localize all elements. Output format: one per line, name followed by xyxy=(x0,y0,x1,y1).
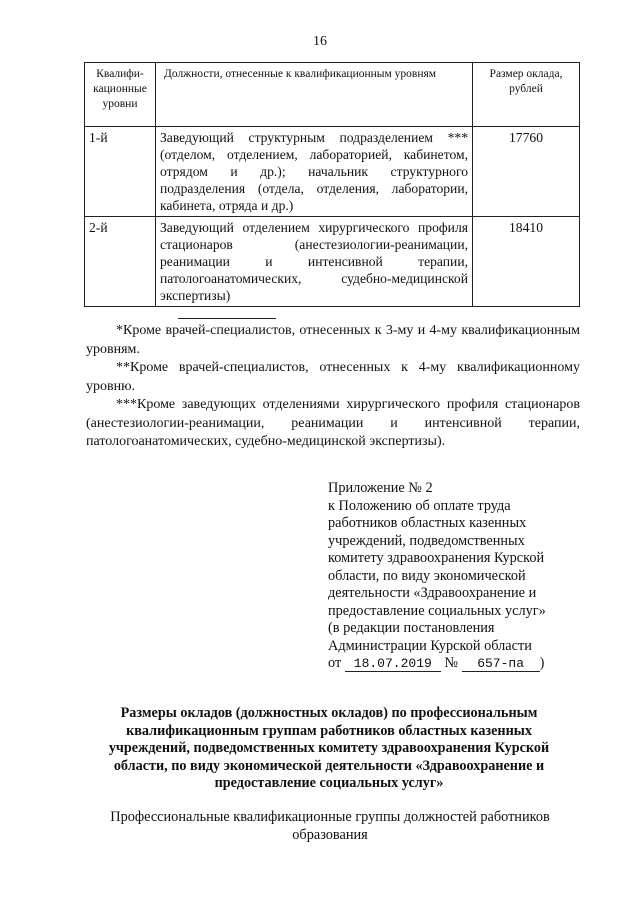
decree-date: 18.07.2019 xyxy=(345,656,441,672)
row-salary: 18410 xyxy=(473,217,580,307)
appendix-line: работников областных казенных xyxy=(328,515,527,531)
table-header-row xyxy=(85,63,580,127)
closing-paren: ) xyxy=(539,655,545,671)
section-subtitle: Профессиональные квалификационные группы должностей работников образования xyxy=(110,809,550,843)
row-level: 1-й xyxy=(85,127,156,217)
table-row xyxy=(85,127,580,217)
appendix-line: учреждений, подведомственных xyxy=(328,532,525,549)
appendix-line: деятельности «Здравоохранение и xyxy=(328,585,537,601)
salary-table xyxy=(84,62,580,307)
document-title: Размеры окладов (должностных окладов) по профессиональным квалификационным группам работников областных казенных учреждений, подведомственных комитету здравоохранения Курской области, по виду экономической деятельности «Здравоохранение и предоставление социальных услуг» xyxy=(108,705,550,791)
number-prefix: № xyxy=(444,655,459,671)
header-salary: Размер оклада, рублей xyxy=(473,63,580,127)
appendix-line: предоставление социальных услуг» xyxy=(328,602,546,619)
row-level: 2-й xyxy=(85,217,156,307)
header-level: Квалифи-кационные уровни xyxy=(85,63,156,127)
footnote: **Кроме врачей-специалистов, отнесенных к 4-му квалификационному уровню. xyxy=(86,360,580,394)
row-salary: 17760 xyxy=(473,127,580,217)
appendix-line: к Положению об оплате труда xyxy=(328,497,511,514)
footnote-divider xyxy=(178,318,276,319)
appendix-line: области, по виду экономической xyxy=(328,567,526,584)
date-prefix: от xyxy=(328,655,342,671)
footnotes xyxy=(86,322,580,452)
table-row xyxy=(85,217,580,307)
row-positions: Заведующий отделением хирургического профиля стационаров (анестезиологии-реанимации, реанимации и интенсивной терапии, патологоанатомических, судебно-медицинской экспертизы) xyxy=(156,217,473,307)
appendix-line: комитету здравоохранения Курской xyxy=(328,550,545,566)
header-positions: Должности, отнесенные к квалификационным уровням xyxy=(156,63,473,127)
appendix-title: Приложение № 2 xyxy=(328,480,433,496)
appendix-date-line xyxy=(328,655,578,673)
appendix-line: (в редакции постановления xyxy=(328,620,495,636)
appendix-block xyxy=(328,480,578,673)
page-number: 16 xyxy=(313,34,327,49)
decree-number: 657-па xyxy=(462,656,540,672)
appendix-line: Администрации Курской области xyxy=(328,637,532,654)
footnote: ***Кроме заведующих отделениями хирургического профиля стационаров (анестезиологии-реанимации, реанимации и интенсивной терапии, патологоанатомических, судебно-медицинской экспертизы). xyxy=(86,397,580,449)
row-positions: Заведующий структурным подразделением *** (отделом, отделением, лабораторией, кабинетом, отрядом и др.); начальник структурного подразделения (отдела, отделения, лаборатории, кабинета, отряда и др.) xyxy=(156,127,473,217)
footnote: *Кроме врачей-специалистов, отнесенных к 3-му и 4-му квалификационным уровням. xyxy=(86,323,580,357)
